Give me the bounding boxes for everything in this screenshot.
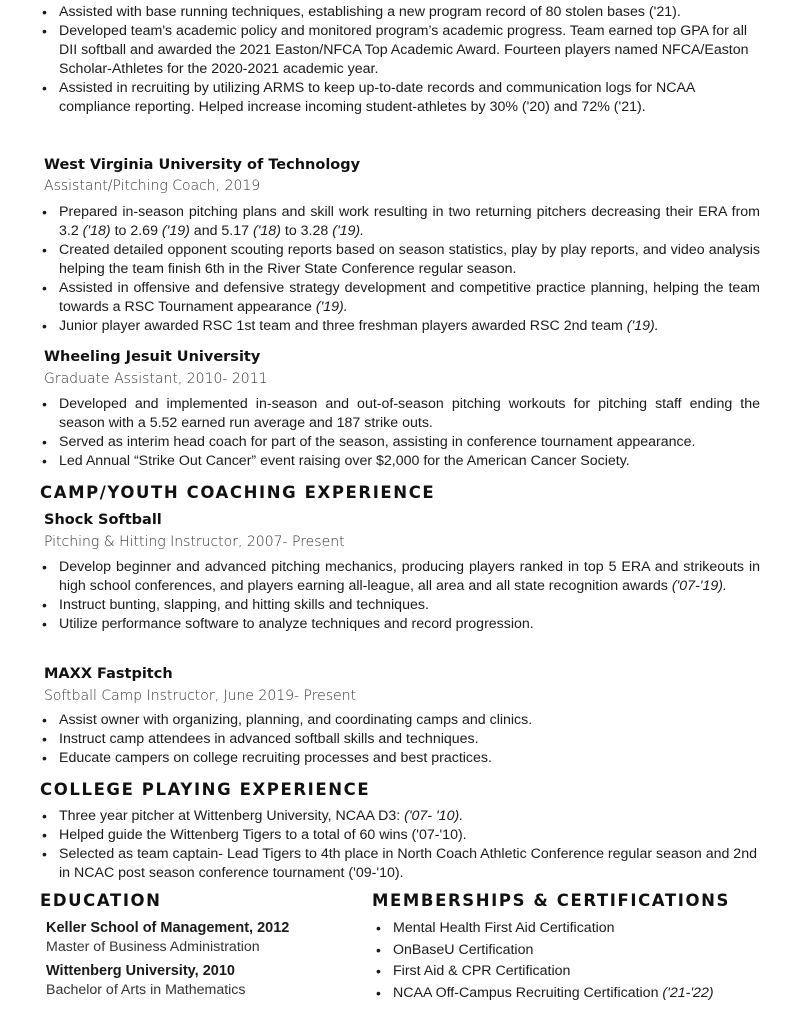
list-item: • Assisted with base running techniques, establishing a new program record of 80 stolen bases ('21). (38, 3, 760, 22)
list-item: • Created detailed opponent scouting reports based on season statistics, play by play reports, and video analysis helping the team finish 6th in the River State Conference regular season. (38, 241, 760, 279)
role-title: Softball Camp Instructor, June 2019- Present (44, 688, 357, 704)
list-item: • Assisted in offensive and defensive strategy development and competitive practice planning, helping the team towards a RSC Tournament appearance ('19). (38, 279, 760, 317)
education-list (46, 919, 346, 1000)
list-item: • Selected as team captain- Lead Tigers to 4th place in North Coach Athletic Conference regular season and 2nd in NCAC post season conference tournament ('09-'10). (38, 845, 760, 883)
list-item: • Prepared in-season pitching plans and skill work resulting in two returning pitchers decreasing their ERA from 3.2 ('18) to 2.69 ('19) and 5.17 ('18) to 3.28 ('19). (38, 203, 760, 241)
org-title: Wheeling Jesuit University (44, 349, 261, 365)
list-item: • Assist owner with organizing, planning, and coordinating camps and clinics. (38, 711, 760, 730)
list-item: • Three year pitcher at Wittenberg University, NCAA D3: ('07- '10). (38, 807, 760, 826)
list-item: • Utilize performance software to analyze techniques and record progression. (38, 615, 760, 634)
maxx-bullets (38, 711, 760, 768)
role-title: Graduate Assistant, 2010- 2011 (44, 371, 268, 387)
wvut-bullets (38, 203, 760, 336)
section-heading-college: COLLEGE PLAYING EXPERIENCE (40, 780, 371, 799)
list-item: • Instruct camp attendees in advanced softball skills and techniques. (38, 730, 760, 749)
list-item: • Led Annual “Strike Out Cancer” event raising over $2,000 for the American Cancer Society. (38, 452, 760, 471)
school-name: Keller School of Management, 2012 (46, 920, 290, 936)
list-item: • OnBaseU Certification (372, 940, 772, 962)
section-heading-camp: CAMP/YOUTH COACHING EXPERIENCE (40, 483, 436, 502)
list-item: • Educate campers on college recruiting processes and best practices. (38, 749, 760, 768)
list-item: • Assisted in recruiting by utilizing ARMS to keep up-to-date records and communication logs for NCAA compliance reporting. Helped increase incoming student-athletes by 30% ('20) and 72% ('21). (38, 79, 760, 117)
list-item: • First Aid & CPR Certification (372, 961, 772, 983)
list-item: • Junior player awarded RSC 1st team and three freshman players awarded RSC 2nd team ('19). (38, 317, 760, 336)
section-heading-memberships: MEMBERSHIPS & CERTIFICATIONS (372, 891, 731, 910)
list-item: • Developed team's academic policy and monitored program’s academic progress. Team earned top GPA for all DII softball and awarded the 2021 Easton/NFCA Top Academic Award. Fourteen players named NFCA/Easton Scholar-Athletes for the 2020-2021 academic year. (38, 22, 760, 79)
list-item: • Develop beginner and advanced pitching mechanics, producing players ranked in top 5 ERA and strikeouts in high school conferences, and players earning all-league, all area and all state recognition awards ('07-'19). (38, 558, 760, 596)
section-heading-education: EDUCATION (40, 891, 162, 910)
list-item: • Instruct bunting, slapping, and hitting skills and techniques. (38, 596, 760, 615)
role-title: Assistant/Pitching Coach, 2019 (44, 178, 261, 194)
degree: Master of Business Administration (46, 939, 260, 955)
prior-role-bullets (38, 3, 760, 117)
list-item: • Served as interim head coach for part of the season, assisting in conference tournament appearance. (38, 433, 760, 452)
list-item: • Mental Health First Aid Certification (372, 918, 772, 940)
org-title: MAXX Fastpitch (44, 666, 173, 682)
org-title: West Virginia University of Technology (44, 157, 361, 173)
college-bullets (38, 807, 760, 883)
list-item: • NCAA Off-Campus Recruiting Certification ('21-'22) (372, 983, 772, 1005)
shock-bullets (38, 558, 760, 634)
degree: Bachelor of Arts in Mathematics (46, 982, 246, 998)
list-item: • Developed and implemented in-season and out-of-season pitching workouts for pitching staff ending the season with a 5.52 earned run average and 187 strike outs. (38, 395, 760, 433)
org-title: Shock Softball (44, 512, 162, 528)
certifications-list (372, 918, 772, 1004)
wju-bullets (38, 395, 760, 471)
role-title: Pitching & Hitting Instructor, 2007- Present (44, 534, 345, 550)
list-item: • Helped guide the Wittenberg Tigers to a total of 60 wins ('07-'10). (38, 826, 760, 845)
school-name: Wittenberg University, 2010 (46, 963, 235, 979)
